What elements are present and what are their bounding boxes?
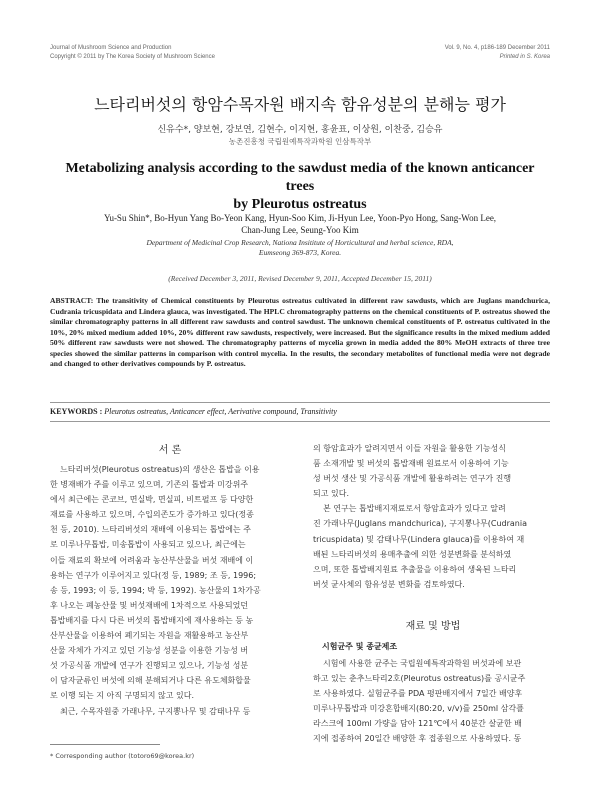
affiliation-english	[60, 238, 540, 258]
text-line: 최근, 수목자원중 가래나무, 구지뽕나무 및 감태나무 등	[60, 706, 251, 716]
text-line: 산물 자체가 가지고 있던 기능성 성분을 이용한 기능성 버	[50, 646, 249, 656]
authors-english-line1: Yu-Su Shin*, Bo-Hyun Yang Bo-Yeon Kang, Hyun-Soo Kim, Ji-Hyun Lee, Yoon-Pyo Hong, Sang-Won Lee,	[103, 213, 497, 223]
text-line: 한 병재배가 주를 이루고 있으며, 기존의 톱밥과 미강위주	[50, 480, 249, 490]
text-line: 에서 최근에는 콘코브, 면실박, 면실피, 비트펄프 등 다양한	[50, 495, 254, 505]
text-line: 의 항암효과가 알려지면서 이들 자원을 활용한 기능성식	[313, 444, 506, 453]
text-line: 로 미루나무톱밥, 미송톱밥이 사용되고 있으나, 최근에는	[50, 540, 246, 550]
text-line: 섯 가공식품 개발에 연구가 진행되고 있으나, 기능성 성분	[50, 661, 249, 671]
text-line: 송 등, 1993; 이 등, 1994; 박 등, 1992). 농산물의 1차가공	[50, 585, 261, 595]
text-line: 하고 있는 춘추느타리2호(Pleurotus ostreatus)를 공시균주	[313, 674, 526, 684]
affiliation-english-line1: Department of Medicinal Crop Research, Nationa Insititute of Horticultural and herbal science, RDA,	[146, 238, 454, 247]
text-line: 성 버섯 생산 및 가공식품 개발에 활용하려는 연구가 진행	[313, 474, 512, 484]
text-line: tricuspidata) 및 감태나무(Lindera glauca)를 이용하여 재	[313, 534, 525, 544]
right-column-text-a	[313, 441, 563, 592]
keywords-label: KEYWORDS :	[50, 407, 103, 416]
journal-name: Journal of Mushroom Science and Production	[50, 45, 172, 51]
affiliation-korean: 농촌진흥청 국립원예특작과학원 인삼특작부	[228, 137, 372, 146]
keywords-list: Pleurotus ostreatus, Anticancer effect, Aerivative compound, Transitivity	[104, 407, 337, 416]
text-line: 되고 있다.	[313, 489, 349, 499]
text-line: 버섯 균사체의 함유성분 변화를 검토하였다.	[313, 579, 465, 589]
text-line: 품 소재개발 및 버섯의 톱밥재배 원료로서 이용하여 기능	[313, 459, 509, 469]
subsection-heading-strain: 시험균주 및 종균제조	[322, 642, 398, 651]
affiliation-english-line2: Eumseong 369-873, Korea.	[258, 248, 342, 257]
printed-in: Printed in S. Korea	[499, 54, 550, 60]
section-heading-introduction: 서 론	[158, 445, 182, 456]
text-line: 느타리버섯(Pleurotus ostreatus)의 생산은 톱밥을 이용	[60, 465, 260, 474]
text-line: 후 나오는 폐농산물 및 버섯재배에 1차적으로 사용되었던	[50, 600, 249, 610]
abstract: ABSTRACT: The transitivity of Chemical constituents by Pleurotus ostreatus cultivated in different raw sawdusts, which are Juglans mandchurica, Cudrania tricuspidata and Lindera glauca, was investigated. The HPLC chromatography patterns on the chemical constituents of P. ostreatus showed the similar chromatography patterns in all different raw sawdusts and control sawdust. The unknown chemical constituents of P. ostreatus cultivated in the 10%, 20% mixed medium added 10%, 20% different raw sawdusts, respectively, were increased. But the significance results in the mixed medium added 50% different raw sawdusts were not showed. The chromatography patterns of mycelia grown in media added the 80% MeOH extracts of three tree species showed the similar patterns in comparison with control mycelia. In the results, the secondary metabolites of functional media were not degrade and changed to other derivatives compounds by P. ostreatus.	[50, 296, 550, 368]
keywords-top-rule	[50, 402, 550, 403]
footnote-rule	[50, 744, 160, 745]
text-line: 로 이행 되는 지 아직 구명되지 않고 있다.	[50, 691, 194, 701]
volume-info: Vol. 9, No. 4, p186-189 December 2011	[444, 45, 550, 51]
text-line: 진 가래나무(Juglans mandchurica), 구지뽕나무(Cudrania	[313, 519, 528, 529]
text-line: 으며, 또한 톱밥배지원료 추출물을 이용하여 생육된 느타리	[313, 564, 517, 574]
text-line: 천 등, 2010). 느타리버섯의 재배에 이용되는 톱밥에는 주	[50, 525, 251, 535]
text-line: 로 사용하였다. 실험균주를 PDA 평판배지에서 7일간 배양후	[313, 689, 523, 699]
text-line: 미루나무톱밥과 미강혼합배지(80:20, v/v)를 250ml 삼각플	[313, 704, 524, 714]
section-heading-methods: 재료 및 방법	[405, 621, 461, 632]
left-column-text	[50, 462, 300, 719]
title-english-line1: Metabolizing analysis according to the sawdust media of the known anticancer trees	[65, 161, 535, 194]
authors-korean: 신유수*, 양보현, 강보연, 김현수, 이지현, 홍윤표, 이상원, 이찬중, 김승유	[157, 125, 443, 135]
text-line: 지에 접종하여 20일간 배양한 후 접종원으로 사용하였다. 동	[313, 734, 522, 744]
authors-english	[60, 212, 540, 236]
text-line: 시험에 사용한 균주는 국립원예특작과학원 버섯과에 보관	[323, 659, 522, 668]
title-english	[50, 160, 550, 214]
right-column-text-b	[313, 656, 563, 747]
title-english-line2: by Pleurotus ostreatus	[233, 197, 367, 212]
text-line: 이 담자균류인 버섯에 의해 분해되거나 다른 유도체화합물	[50, 676, 251, 686]
keywords	[50, 407, 337, 416]
text-line: 라스크에 100ml 가량을 담아 121℃에서 40분간 살균한 배	[313, 719, 522, 729]
text-line: 톱밥배지를 다시 다른 버섯의 톱밥배지에 재사용하는 등 농	[50, 615, 254, 625]
text-line: 이들 재료의 확보에 어려움과 농산부산물을 버섯 재배에 이	[50, 555, 254, 565]
text-line: 재료를 사용하고 있으며, 수입의존도가 증가하고 있다(정종	[50, 510, 254, 520]
footnote-corresponding-author: * Corresponding author (totoro69@korea.kr)	[50, 752, 195, 760]
authors-english-line2: Chan-Jung Lee, Seung-Yoo Kim	[241, 225, 359, 235]
keywords-bottom-rule	[50, 421, 550, 422]
text-line: 산부산물을 이용하여 폐기되는 자원을 재활용하고 농산부	[50, 631, 249, 641]
copyright-notice: Copyright © 2011 by The Korea Society of Mushroom Science	[50, 54, 215, 60]
text-line: 용하는 연구가 이루어지고 있다(정 등, 1989; 조 등, 1996;	[50, 570, 257, 580]
received-dates: (Received December 3, 2011, Revised December 9, 2011, Accepted December 15, 2011)	[168, 274, 432, 283]
text-line: 본 연구는 톱밥배지재료로서 항암효과가 있다고 알려	[323, 504, 506, 514]
text-line: 배된 느타리버섯의 용매추출에 의한 성분변화를 분석하였	[313, 549, 512, 559]
title-korean: 느타리버섯의 항암수목자원 배지속 함유성분의 분해능 평가	[94, 95, 506, 114]
